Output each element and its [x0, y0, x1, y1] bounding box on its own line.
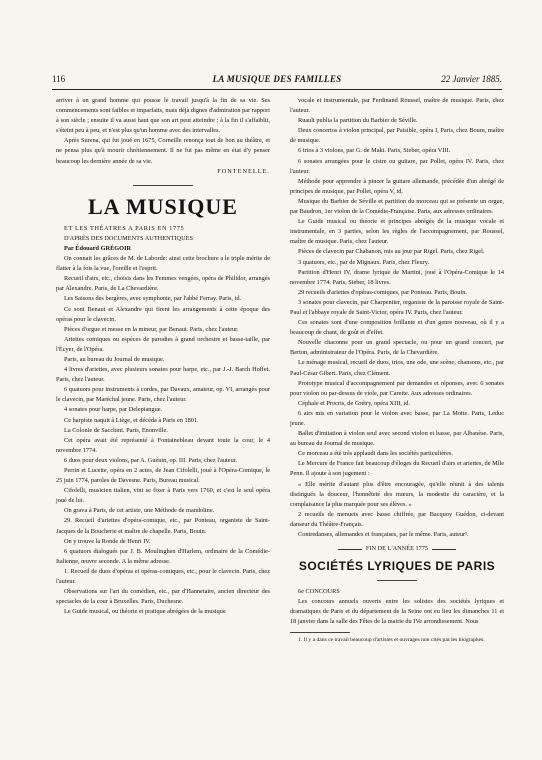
page-number: 116 — [52, 74, 66, 84]
paragraph: 29 recueils d'ariettes d'opéras-comiques, par Ponteau. Paris, Bouin. — [298, 288, 467, 296]
paragraph: Cet opéra avait été représenté à Fontainebleau devant toute la cour, le 4 novembre 1774. — [56, 436, 270, 454]
paragraph: « Elle mérite d'autant plus d'être encouragée, qu'elle réunit à des talents distingués la douceur, l'honnêteté des mœurs, la modestie du caractère, et la complaisance la plus marquée pour ses élèves. » — [290, 480, 504, 508]
paragraph: Ce sont Benaut et Alexandre qui firent les arrangements à cette époque des opéras pour le clavecin. — [56, 305, 270, 323]
paragraph: Ce morceau a été très applaudi dans les sociétés particulières. — [298, 450, 453, 458]
paragraph: Nouvelle chaconne pour un grand spectacle, ou pour un grand concert, par Berton, administrateur de l'Opéra. Paris, de la Chevardière. — [290, 339, 504, 357]
paragraph: 6 sonates arrangées pour le cistre ou guitare, par Pollet, opéra IV. Paris, chez l'auteur. — [290, 157, 504, 175]
intro-text — [56, 96, 270, 167]
paragraph: Pièces de clavecin par Chabanon, mis au jour par Rigel. Paris, chez Rigel. — [298, 248, 485, 256]
paragraph: Perrin et Lucette, opéra en 2 actes, de Jean Cifolelli, joué à l'Opéra-Comique, le 25 juin 1774, paroles de Davesne. Paris, Bureau musical. — [56, 467, 270, 485]
paragraph: Recueil d'airs, etc., choisis dans les Femmes vengées, opéra de Philidor, arrangés par Alexandre. Paris, de La Chevardière. — [56, 275, 270, 293]
paragraph: Ruault publia la partition du Barbier de Séville. — [298, 117, 418, 125]
paragraph: Observations sur l'art du comédien, etc., par d'Hannetaire, ancien directeur des spectacles de la cour à Bruxelles. Paris, Duchesne. — [56, 588, 270, 606]
section-divider — [133, 185, 193, 186]
paragraph: 6 duos pour deux violons, par A. Guénin, op. III. Paris, chez l'auteur. — [64, 456, 238, 464]
paragraph: 2 recueils de menuets avec basse chiffrée, par Bacquoy Guédon, ci-devant danseur du Théâtre-Français. — [290, 510, 504, 528]
section-title: SOCIÉTÉS LYRIQUES DE PARIS — [298, 559, 496, 574]
paragraph: 6 quatuors pour instruments à cordes, par Davaux, amateur, op. VI, arrangés pour le clavecin, par Maréchal jeune. Paris, chez l'auteur. — [56, 386, 270, 404]
paragraph: 3 quatuors, etc., par de Mignaux. Paris, chez Fleury. — [298, 258, 430, 266]
paragraph: Paris, au bureau du Journal de musique. — [64, 355, 165, 363]
paragraph: Le Guide musical, ou théorie et pratique abrégées de la musique — [64, 608, 226, 616]
paragraph: On y trouve la Ronde de Henri IV. — [64, 537, 151, 545]
paragraph: Le Guide musical ou théorie et principes abrégés de la musique vocale et instrumentale, en 3 parties, selon les règles de l'accompagnement, par Roussel, maître de musique. Paris, chez l'auteur. — [290, 218, 504, 246]
paragraph: 29. Recueil d'ariettes d'opéra-comique, etc., par Ponteau, organiste de Saint-Jacques de la Boucherie et maître de chapelle. Paris, Bouin. — [56, 517, 270, 535]
paragraph: 1. Recueil de duos d'opéras et opéras-comiques, etc., pour le clavecin. Paris, chez l'auteur. — [56, 567, 270, 586]
paragraph: Ces sonates sont d'une composition brillante et d'un genre nouveau, où il y a beaucoup de chant, de goût et d'effet. — [290, 319, 504, 337]
paragraph: Après Surena, qui fut joué en 1675, Corneille renonça tout de bon au théâtre, et ne pensa plus qu'à mourir chrétiennement. Il ne fut pas même en état d'y penser beaucoup les dernière année de sa vie. — [56, 137, 270, 165]
paragraph: Musique du Barbier de Séville et partition du morceau qui se présente un orgue, par Baudron, 1er violon de la Comédie-Française. Paris, aux adresses ordinaires. — [290, 197, 504, 216]
paragraph: 6 quatuors dialogués par J. B. Moulinghen d'Harlem, ordinaire de la Comédie-Italienne, œuvre seconde. A la même adresse. — [56, 547, 270, 565]
paragraph: Les Saisons des bergères, avec symphonie, par l'abbé Ferray. Paris, id. — [64, 295, 242, 303]
paragraph: 3 sonates pour clavecin, par Charpentier, organiste de la paroisse royale de Saint-Paul et l'abbaye royale de Saint-Victor, opéra IV. Paris, chez l'auteur. — [290, 298, 504, 316]
paragraph: 6 airs mis en variation pour le violon avec basse, par La Motte. Paris, Leduc jeune. — [290, 409, 504, 427]
section-title-rule — [377, 580, 417, 581]
paragraph: Ariettes comiques ou espèces de parodies à grand orchestre et basse-taille, par l'Écyer, de l'Opéra. — [56, 335, 270, 353]
signature: FONTENELLE. — [217, 167, 270, 175]
end-mark-line-left — [338, 549, 362, 550]
paragraph: La Colonie de Sacchini. Paris, Enonville. — [64, 426, 168, 434]
paragraph: Le ménage musical, recueil de duos, trios, une ode, une scène, chansons, etc., par Paul-César Gibert. Paris, chez Clément. — [290, 359, 504, 377]
paragraph: Prototype musical d'accompagnement par demandes et réponses, avec 6 sonates pour violon ou par-dessus de viole, par Carette. Aux adresses ordinaires. — [290, 379, 504, 397]
paragraph: 6 trios à 3 violons, par G. de Maki. Paris, Sieber, opéra VIII. — [298, 147, 451, 155]
end-mark-text: FIN DE L'ANNÉE 1775 — [365, 545, 429, 553]
header-rule — [52, 89, 502, 90]
paragraph: Céphale et Procris, de Grétry, opéra XIII, id. — [298, 399, 411, 407]
article-title: LA MUSIQUE — [88, 193, 238, 219]
paragraph: Ballet d'imitation à violon seul avec second violon et basse, par Albanèse. Paris, au bureau du Journal de musique. — [290, 430, 504, 448]
paragraph: On grava à Paris, de cet artiste, une Méthode de mandoline. — [64, 507, 215, 515]
paragraph: Pièces d'orgue et messe en la mineur, par Benaut. Paris, chez l'auteur. — [64, 325, 239, 333]
left-column — [56, 96, 270, 617]
right-column — [290, 96, 504, 645]
paragraph: On connait les grâces de M. de Laborde: ainsi cette brochure a le triple mérite de flatter à la fois la vue, l'oreille et l'esprit. — [56, 255, 270, 273]
issue-date: 22 Janvier 1885. — [441, 74, 502, 84]
paragraph: 4 livres d'ariettes, avec plusieurs sonates pour harpe, etc., par J.-J. Barch Hoffet. Paris, chez l'auteur. — [56, 366, 270, 384]
paragraph: 4 sonates pour harpe, par Delepiangue. — [64, 406, 163, 414]
paragraph: Cifolelli, musicien italien, vint se fixer à Paris vers 1760, et c'est le seul opéra joué de lui. — [56, 487, 270, 505]
paragraph: Les concours annuels ouverts entre les solistes des sociétés lyriques et dramatiques de Paris et du département de la Seine ont eu lieu les dimanches 11 et 18 janvier dans la salle des Fêtes de la mairie du IVe arrondissement. Nous — [290, 598, 504, 626]
article-body — [56, 254, 270, 617]
paragraph: Deux concertos à violon principal, par Paisible, opéra I, Paris, chez Boum, maître de musique. — [290, 127, 504, 145]
paragraph: Méthode pour apprendre à pincer la guitare allemande, précédée d'un abrégé de principes de musique, par Pollet, opéra V, id. — [290, 177, 504, 195]
footnote: 1. Il y a dans ce travail beaucoup d'artistes et ouvrages non cités par les biographes. — [298, 636, 485, 643]
page-header — [52, 73, 502, 85]
paragraph: Partition d'Henri IV, drame lyrique de Martini, joué à l'Opéra-Comique le 14 novembre 1774. Paris, Sieber, 18 livres. — [290, 268, 504, 286]
article-subtitle: ET LES THÉATRES A PARIS EN 1775 — [64, 224, 185, 232]
paragraph: Ce harpiste naquit à Liège, et décéda à Paris en 1801. — [64, 416, 199, 424]
article-body-continued — [290, 96, 504, 540]
end-mark — [290, 544, 504, 554]
article-author: Par Édouard GRÉGOIR — [64, 244, 132, 252]
section-body — [290, 597, 504, 627]
paragraph: Contredanses, allemandes et françaises, par le même. Paris, auteur¹. — [298, 531, 469, 539]
paragraph: Le Mercure de France fait beaucoup d'éloges du Recueil d'airs et ariettes, de Mlle Penn. Il ajoute à son jugement : — [290, 460, 504, 478]
footnote-rule — [290, 632, 350, 633]
end-mark-line-right — [432, 549, 456, 550]
paragraph: vocale et instrumentale, par Ferdinand Roussel, maître de musique. Paris, chez l'auteur. — [290, 97, 504, 115]
paragraph: arriver à un grand homme qui pousse le travail jusqu'à la fin de sa vie. Ses commencements sont faibles et imparfaits, mais déjà dignes d'admiration par rapport à son siècle ; ensuite il va aussi haut que son art peut atteindre ; à la fin il s'affaiblit, s'éteint peu à peu, et n'est plus qu'un homme avec des intervalles. — [56, 97, 270, 135]
article-subtitle-sources: D'APRÈS DES DOCUMENTS AUTHENTIQUES — [64, 234, 194, 242]
concours-label: 6e CONCOURS — [298, 588, 340, 596]
journal-title: LA MUSIQUE DES FAMILLES — [212, 74, 342, 84]
